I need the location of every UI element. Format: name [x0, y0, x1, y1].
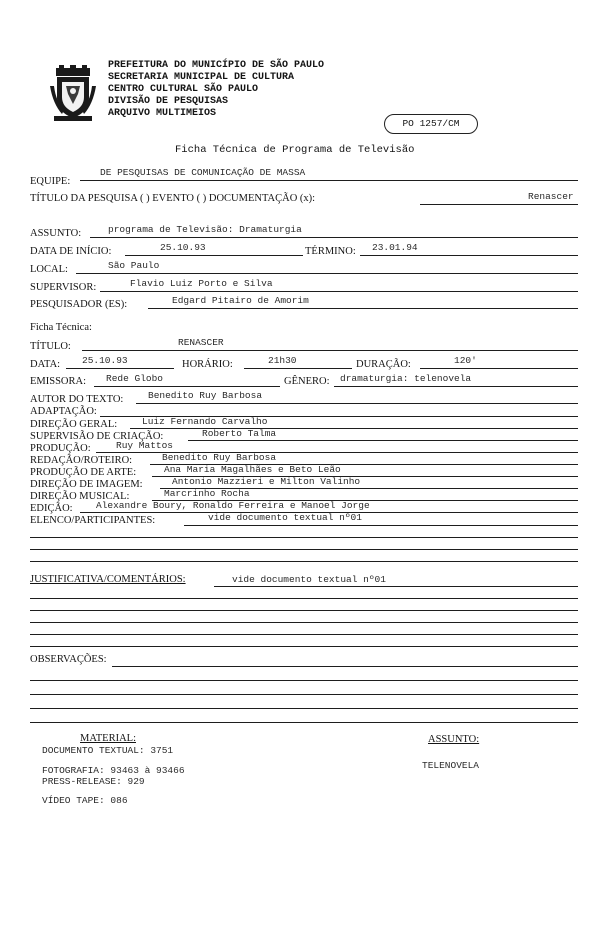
material-heading: MATERIAL: — [80, 733, 136, 744]
autor-rule — [136, 403, 578, 404]
observacoes-label: OBSERVAÇÕES: — [30, 654, 107, 665]
blank-rule — [30, 708, 578, 709]
material-item: PRESS-RELEASE: 929 — [42, 776, 145, 787]
equipe-rule — [80, 180, 578, 181]
genero-label: GÊNERO: — [284, 376, 330, 387]
direcao-musical-label: DIREÇÃO MUSICAL: — [30, 491, 130, 502]
ficha-tecnica-heading: Ficha Técnica: — [30, 322, 92, 333]
titulo-pesquisa-rule — [420, 204, 578, 205]
horario-rule — [244, 368, 352, 369]
header-line-5: ARQUIVO MULTIMEIOS — [108, 108, 217, 119]
direcao-geral-label: DIREÇÃO GERAL: — [30, 419, 118, 430]
duracao-value: 120' — [454, 355, 477, 366]
pesquisador-value: Edgard Pitairo de Amorim — [172, 295, 309, 306]
blank-rule — [30, 537, 578, 538]
blank-rule — [30, 610, 578, 611]
redacao-label: REDAÇÃO/ROTEIRO: — [30, 455, 133, 466]
direcao-imagem-value: Antonio Mazzieri e Milton Valinho — [172, 476, 361, 487]
producao-value: Ruy Mattos — [116, 440, 174, 451]
blank-rule — [30, 680, 578, 681]
local-value: São Paulo — [108, 260, 160, 271]
termino-rule — [360, 255, 578, 256]
direcao-musical-value: Marcrinho Rocha — [164, 488, 250, 499]
data-label: DATA: — [30, 359, 61, 370]
direcao-geral-rule — [130, 428, 578, 429]
supervisao-criacao-value: Roberto Talma — [202, 428, 277, 439]
local-label: LOCAL: — [30, 264, 68, 275]
data-inicio-rule — [125, 255, 303, 256]
blank-rule — [30, 598, 578, 599]
assunto-value: programa de Televisão: Dramaturgia — [108, 224, 302, 235]
assunto-final-value: TELENOVELA — [422, 760, 480, 771]
producao-arte-value: Ana Maria Magalhães e Beto Leão — [164, 464, 341, 475]
blank-rule — [30, 622, 578, 623]
blank-rule — [30, 694, 578, 695]
emissora-label: EMISSORA: — [30, 376, 87, 387]
justificativa-label: JUSTIFICATIVA/COMENTÁRIOS: — [30, 574, 186, 585]
producao-label: PRODUÇÃO: — [30, 443, 91, 454]
supervisor-rule — [100, 291, 578, 292]
form-title: Ficha Técnica de Programa de Televisão — [175, 144, 415, 156]
pesquisador-rule — [148, 308, 578, 309]
data-rule — [66, 368, 174, 369]
supervisor-value: Flavio Luiz Porto e Silva — [130, 278, 273, 289]
titulo-rule — [82, 350, 578, 351]
emissora-value: Rede Globo — [106, 373, 164, 384]
header-line-3: CENTRO CULTURAL SÃO PAULO — [108, 84, 259, 95]
termino-value: 23.01.94 — [372, 242, 418, 253]
titulo-label: TÍTULO: — [30, 341, 71, 352]
titulo-value: RENASCER — [178, 337, 224, 348]
horario-label: HORÁRIO: — [182, 359, 233, 370]
pesquisador-label: PESQUISADOR (ES): — [30, 299, 128, 310]
blank-rule — [30, 634, 578, 635]
assunto-rule — [90, 237, 578, 238]
equipe-label: EQUIPE: — [30, 176, 71, 187]
elenco-value: vide documento textual nº01 — [208, 512, 362, 523]
material-item: FOTOGRAFIA: 93463 à 93466 — [42, 765, 185, 776]
justificativa-value: vide documento textual nº01 — [232, 574, 386, 585]
coat-of-arms-icon — [50, 64, 96, 122]
document-code-stamp: PO 1257/CM — [384, 114, 478, 134]
autor-label: AUTOR DO TEXTO: — [30, 394, 124, 405]
data-inicio-value: 25.10.93 — [160, 242, 206, 253]
direcao-imagem-label: DIREÇÃO DE IMAGEM: — [30, 479, 143, 490]
header-line-4: DIVISÃO DE PESQUISAS — [108, 96, 229, 107]
supervisor-label: SUPERVISOR: — [30, 282, 97, 293]
header-line-2: SECRETARIA MUNICIPAL DE CULTURA — [108, 72, 295, 83]
titulo-pesquisa-value: Renascer — [528, 191, 574, 202]
duracao-rule — [420, 368, 578, 369]
justificativa-rule — [214, 586, 578, 587]
genero-value: dramaturgia: telenovela — [340, 373, 472, 384]
blank-rule — [30, 722, 578, 723]
header-line-1: PREFEITURA DO MUNICÍPIO DE SÃO PAULO — [108, 60, 325, 71]
genero-rule — [334, 386, 578, 387]
redacao-value: Benedito Ruy Barbosa — [162, 452, 277, 463]
titulo-pesquisa-label: TÍTULO DA PESQUISA ( ) EVENTO ( ) DOCUMENTAÇÃO (x): — [30, 193, 316, 204]
producao-arte-label: PRODUÇÃO DE ARTE: — [30, 467, 137, 478]
autor-value: Benedito Ruy Barbosa — [148, 390, 263, 401]
assunto-label: ASSUNTO: — [30, 228, 82, 239]
adaptacao-label: ADAPTAÇÃO: — [30, 406, 97, 417]
termino-label: TÉRMINO: — [305, 246, 356, 257]
equipe-value: DE PESQUISAS DE COMUNICAÇÃO DE MASSA — [100, 167, 306, 178]
blank-rule — [30, 646, 578, 647]
material-item: DOCUMENTO TEXTUAL: 3751 — [42, 745, 174, 756]
blank-rule — [30, 549, 578, 550]
direcao-geral-value: Luiz Fernando Carvalho — [142, 416, 268, 427]
horario-value: 21h30 — [268, 355, 297, 366]
assunto-final-heading: ASSUNTO: — [428, 734, 480, 745]
emissora-rule — [94, 386, 280, 387]
elenco-rule — [184, 525, 578, 526]
data-inicio-label: DATA DE INÍCIO: — [30, 246, 112, 257]
elenco-label: ELENCO/PARTICIPANTES: — [30, 515, 156, 526]
edicao-value: Alexandre Boury, Ronaldo Ferreira e Manoel Jorge — [96, 500, 370, 511]
data-value: 25.10.93 — [82, 355, 128, 366]
local-rule — [76, 273, 578, 274]
edicao-label: EDIÇÃO: — [30, 503, 73, 514]
observacoes-rule — [112, 666, 578, 667]
blank-rule — [30, 561, 578, 562]
supervisao-criacao-rule — [188, 440, 578, 441]
duracao-label: DURAÇÃO: — [356, 359, 411, 370]
supervisao-criacao-label: SUPERVISÃO DE CRIAÇÃO: — [30, 431, 164, 442]
material-item: VÍDEO TAPE: 086 — [42, 795, 128, 806]
